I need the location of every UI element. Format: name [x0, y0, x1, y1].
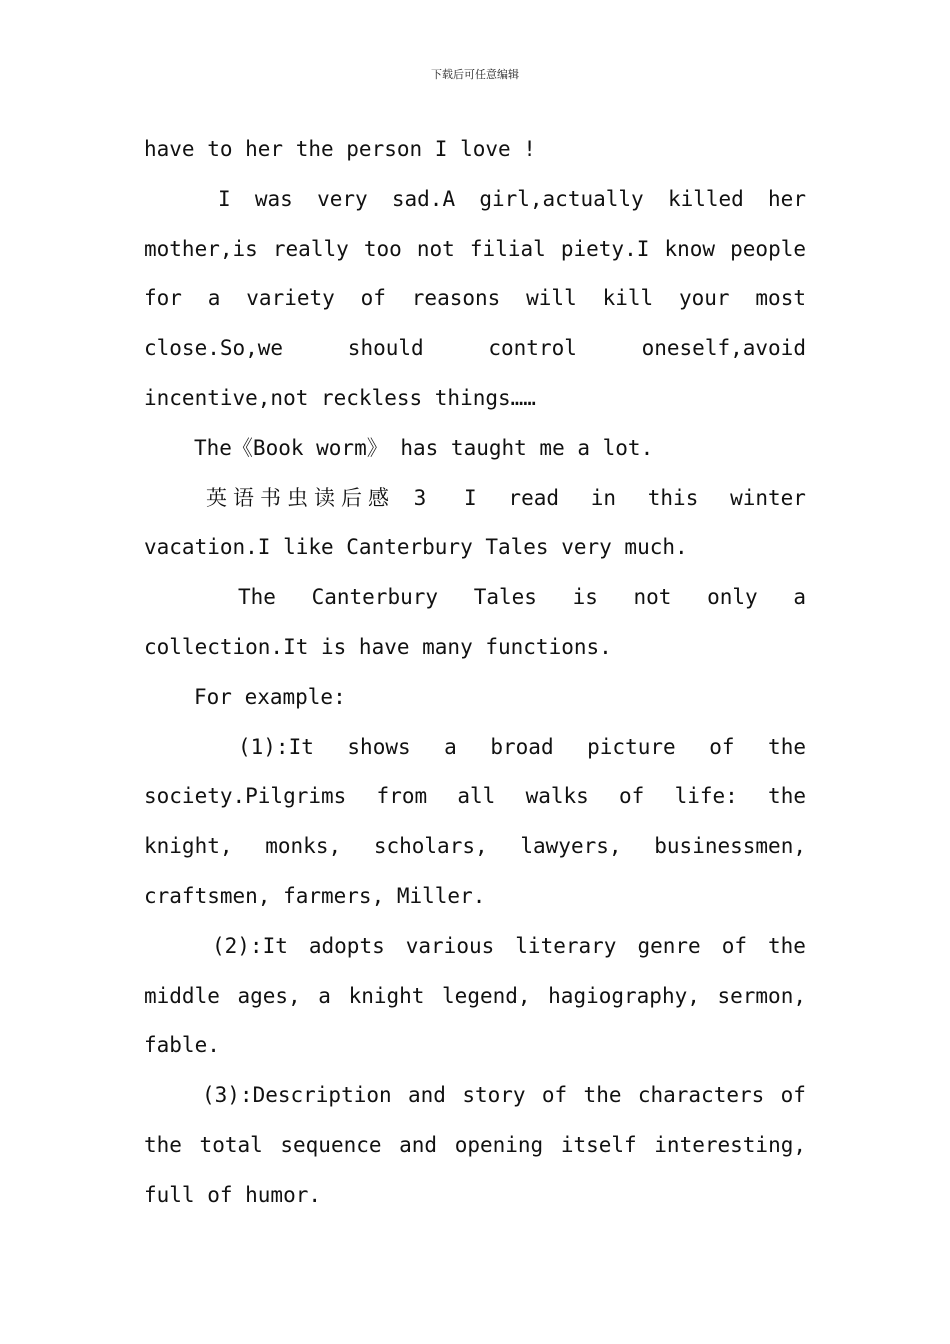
text-segment: vacation.I like Canterbury Tales very much. — [144, 535, 688, 560]
text-segment: her — [768, 186, 806, 211]
text-segment: a — [318, 983, 331, 1008]
text-segment: story — [462, 1083, 526, 1108]
text-segment: piety.I — [560, 236, 650, 261]
page-header: 下载后可任意编辑 — [431, 68, 519, 81]
text-segment: I — [464, 485, 477, 510]
text-segment: broad — [490, 734, 554, 759]
text-segment: incentive,not reckless things…… — [144, 385, 536, 410]
text-segment: lawyers, — [520, 834, 622, 859]
text-segment: middle — [144, 983, 220, 1008]
text-line — [144, 324, 806, 374]
text-segment: not — [633, 585, 672, 610]
text-segment: The《Book worm》 has taught me a lot. — [194, 435, 654, 460]
text-segment: of — [360, 286, 386, 311]
text-segment: ages, — [237, 983, 301, 1008]
text-line — [144, 274, 806, 324]
text-line — [144, 1171, 806, 1221]
text-segment: girl,actually — [479, 186, 644, 211]
text-segment: winter — [730, 485, 806, 510]
text-segment: businessmen, — [654, 834, 806, 859]
text-segment: oneself,avoid — [641, 336, 806, 361]
text-line — [144, 772, 806, 822]
text-segment: have to her the person I love ! — [144, 137, 536, 161]
text-line — [144, 623, 806, 673]
text-line — [144, 872, 806, 922]
text-segment: Canterbury — [311, 585, 439, 610]
text-segment: close.So,we — [144, 336, 284, 361]
text-segment: craftsmen, farmers, Miller. — [144, 883, 486, 908]
text-line — [144, 1071, 806, 1121]
text-segment: the — [768, 933, 806, 958]
text-line — [144, 175, 806, 225]
text-segment: most — [755, 286, 806, 311]
text-segment: know — [664, 236, 716, 261]
text-segment: will — [526, 286, 577, 311]
text-segment: control — [488, 336, 577, 361]
text-segment: I — [218, 186, 231, 211]
text-line — [144, 474, 806, 524]
text-segment: (3):Description — [202, 1083, 392, 1108]
text-segment: fable. — [144, 1033, 220, 1058]
text-segment: total — [199, 1132, 263, 1157]
text-segment: Tales — [473, 585, 537, 610]
text-segment: knight — [348, 983, 425, 1008]
text-segment: of — [541, 1083, 568, 1108]
text-segment: full of humor. — [144, 1182, 322, 1207]
text-segment: people — [730, 236, 806, 261]
text-line — [144, 424, 806, 474]
text-segment: from — [376, 784, 428, 809]
text-segment: and — [408, 1083, 446, 1108]
text-line — [144, 1021, 806, 1071]
text-segment: life: — [674, 784, 738, 809]
text-segment: really — [272, 236, 349, 261]
text-segment: reasons — [411, 286, 501, 311]
text-segment: of — [721, 933, 747, 958]
text-segment: walks — [525, 784, 589, 809]
text-segment: your — [678, 286, 730, 311]
text-segment: collection.It is have many functions. — [144, 634, 612, 659]
text-segment: genre — [637, 933, 701, 958]
text-line — [144, 573, 806, 623]
text-segment: monks, — [265, 834, 342, 859]
text-segment: interesting, — [654, 1132, 806, 1157]
text-segment: The — [238, 585, 276, 610]
text-segment: literary — [515, 933, 617, 958]
text-segment: filial — [469, 236, 546, 261]
text-segment: too — [363, 236, 402, 261]
text-line — [144, 922, 806, 972]
text-segment: variety — [246, 286, 335, 311]
text-segment: society.Pilgrims — [144, 784, 347, 809]
text-line — [144, 374, 806, 424]
text-line — [144, 1121, 806, 1171]
text-segment: (1):It — [238, 734, 314, 759]
text-segment: the — [768, 734, 806, 759]
text-segment: very — [317, 186, 368, 211]
text-segment: (2):It — [212, 933, 288, 958]
text-segment: this — [647, 485, 699, 510]
text-segment: kill — [602, 286, 654, 311]
text-segment: shows — [347, 734, 411, 759]
text-segment: killed — [667, 186, 744, 211]
text-segment: should — [347, 336, 424, 361]
text-segment: all — [457, 784, 496, 809]
text-segment: the — [144, 1132, 182, 1157]
text-segment: for — [144, 286, 182, 311]
text-segment: various — [405, 933, 495, 958]
text-segment: knight, — [144, 834, 233, 859]
text-segment: hagiography, — [548, 983, 700, 1008]
text-segment: not — [416, 236, 455, 261]
text-line — [144, 822, 806, 872]
text-segment: read — [508, 485, 559, 510]
text-segment: a — [444, 734, 457, 759]
text-line — [144, 125, 806, 175]
text-segment: picture — [587, 734, 676, 759]
text-line — [144, 673, 806, 723]
text-line — [144, 225, 806, 275]
text-segment: For example: — [194, 684, 346, 709]
text-segment: sermon, — [717, 983, 806, 1008]
text-segment: scholars, — [373, 834, 488, 859]
text-segment: of — [619, 784, 645, 809]
text-segment: sad.A — [391, 186, 456, 211]
text-segment: characters — [637, 1083, 765, 1108]
text-segment: adopts — [308, 933, 385, 958]
text-segment: a — [793, 585, 806, 610]
text-segment: was — [254, 186, 293, 211]
text-segment: in — [590, 485, 617, 510]
text-segment: itself — [560, 1132, 637, 1157]
text-segment: of — [709, 734, 735, 759]
text-segment: and — [399, 1132, 438, 1157]
text-segment: opening — [454, 1132, 544, 1157]
text-segment: is — [572, 585, 598, 610]
text-segment: of — [780, 1083, 806, 1108]
text-segment: only — [707, 585, 758, 610]
text-segment: mother,is — [144, 236, 258, 261]
text-segment: legend, — [442, 983, 531, 1008]
text-segment: the — [583, 1083, 622, 1108]
text-line — [144, 972, 806, 1022]
text-segment: 英语书虫读后感 3 — [206, 485, 433, 510]
text-segment: the — [768, 784, 806, 809]
text-segment: a — [207, 286, 221, 311]
document-body — [144, 125, 806, 1221]
text-line — [144, 723, 806, 773]
text-line — [144, 523, 806, 573]
text-segment: sequence — [280, 1132, 382, 1157]
